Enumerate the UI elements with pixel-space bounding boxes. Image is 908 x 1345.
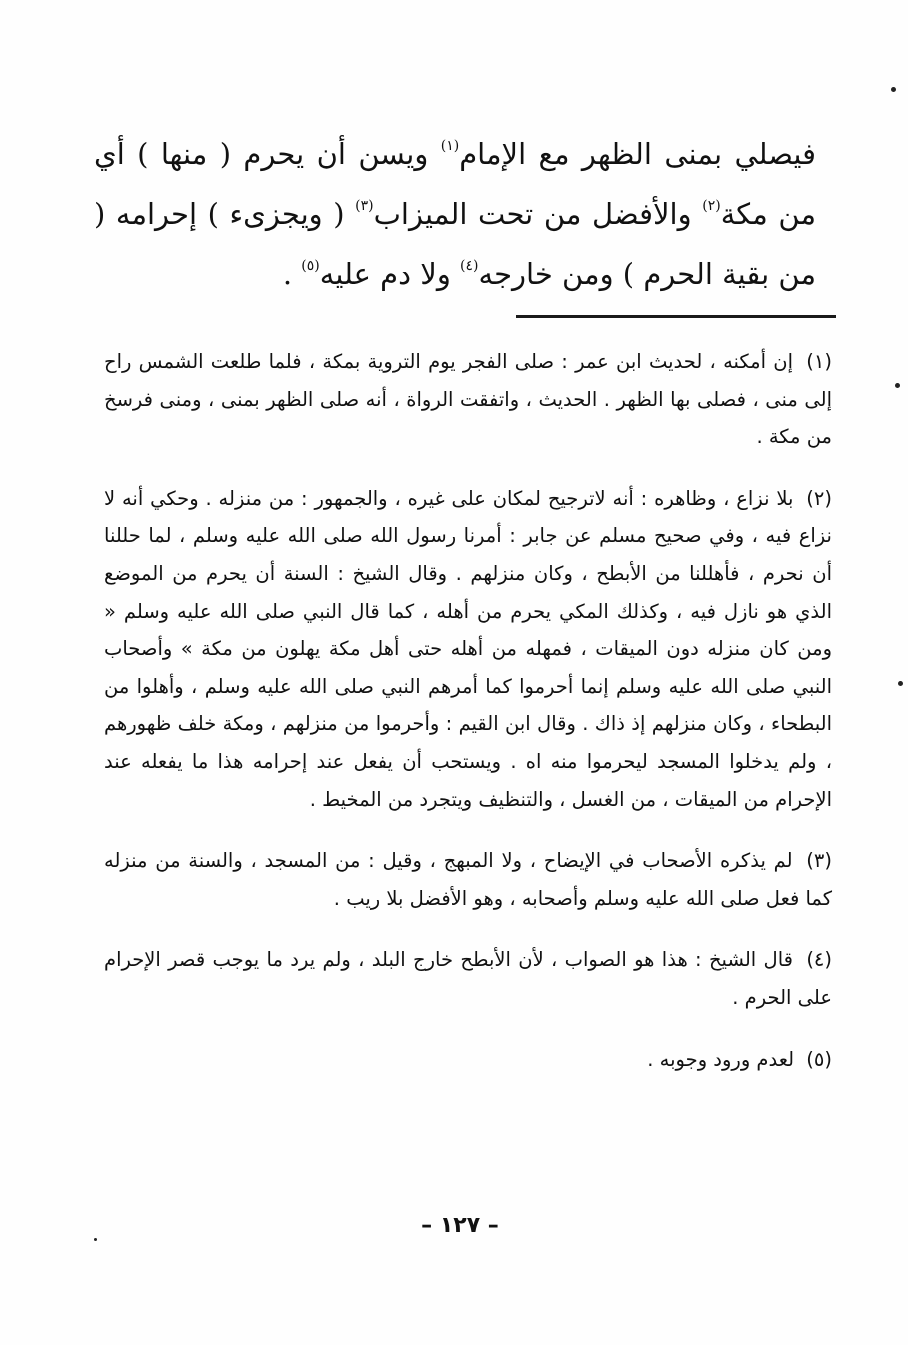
footnote-number: (١) [806, 350, 832, 373]
scan-speck [94, 1238, 97, 1241]
footnote-3 [104, 842, 832, 917]
footnote-text: إن أمكنه ، لحديث ابن عمر : صلى الفجر يوم التروية بمكة ، فلما طلعت الشمس راح إلى منى ، فصلى بها الظهر . الحديث ، واتفقت الرواة ، أنه صلى الظهر بمنى ، ومنى فرسخ من مكة . [104, 350, 832, 449]
footnote-ref-1: (١) [440, 138, 460, 154]
footnote-separator [516, 315, 836, 318]
footnote-4 [104, 941, 832, 1016]
main-text-segment: والأفضل من تحت الميزاب [373, 197, 703, 231]
footnote-number: (٣) [806, 849, 832, 873]
footnote-5 [104, 1041, 832, 1079]
footnote-2 [104, 480, 832, 818]
footnote-number: (٢) [806, 486, 832, 510]
footnote-text: قال الشيخ : هذا هو الصواب ، لأن الأبطح خارج البلد ، ولم يرد ما يوجب قصر الإحرام على الحرم . [104, 948, 832, 1009]
footnote-ref-4: (٤) [460, 258, 479, 274]
page-number: – ١٢٧ – [421, 1213, 499, 1238]
footnote-ref-2: (٢) [702, 198, 721, 214]
footnote-text: بلا نزاع ، وظاهره : أنه لاترجيح لمكان على غيره ، والجمهور : من منزله . وحكي أنه لا نزاع فيه ، وفي صحيح مسلم عن جابر : أمرنا رسول الله صلى الله عليه وسلم ، لما حللنا أن نحرم ، فأهللنا من الأبطح ، وكان منزلهم . وقال الشيخ : السنة أن يحرم من الموضع الذي هو نازل فيه ، وكذلك المكي يحرم من أهله ، كما قال النبي صلى الله عليه وسلم « ومن كان منزله دون الميقات ، فمهله من أهله حتى أهل مكة يهلون من مكة » وأصحاب النبي صلى الله عليه وسلم إنما أحرموا كما أمرهم النبي صلى الله عليه وسلم ، وأهلوا من البطحاء ، وكان منزلهم إذ ذاك . وقال ابن القيم : وأحرموا من منزلهم ، ومكة خلف ظهورهم ، ولم يدخلوا المسجد ليحرموا منه اه . ويستحب أن يفعل عند إحرامه هذا ما يفعله عند الإحرام من الميقات ، من الغسل ، والتنظيف ويتجرد من المخيط . [104, 486, 832, 811]
footnote-ref-5: (٥) [301, 258, 320, 274]
main-text-segment: ويسن أن يحرم ( منها ) أي من مكة [94, 137, 816, 231]
main-text-segment: ( ويجزىء ) إحرامه ( من بقية الحرم ) ومن خارجه [94, 197, 816, 291]
footnote-number: (٥) [806, 1047, 832, 1071]
scan-speck [898, 681, 903, 686]
scan-speck [891, 87, 896, 92]
main-text [94, 124, 816, 304]
footnote-text: لعدم ورود وجوبه . [647, 1047, 795, 1071]
footnote-1 [104, 343, 832, 456]
footnote-number: (٤) [806, 948, 833, 972]
footnote-ref-3: (٣) [355, 198, 374, 214]
main-text-segment: فيصلي بمنى الظهر مع الإمام [459, 137, 816, 171]
main-text-segment: . [282, 257, 302, 291]
footnotes [104, 343, 832, 1102]
main-text-segment: ولا دم عليه [319, 257, 461, 291]
scan-speck [895, 383, 900, 388]
footnote-text: لم يذكره الأصحاب في الإيضاح ، ولا المبهج ، وقيل : من المسجد ، والسنة من منزله كما فعل صلى الله عليه وسلم وأصحابه ، وهو الأفضل بلا ريب . [104, 849, 832, 910]
